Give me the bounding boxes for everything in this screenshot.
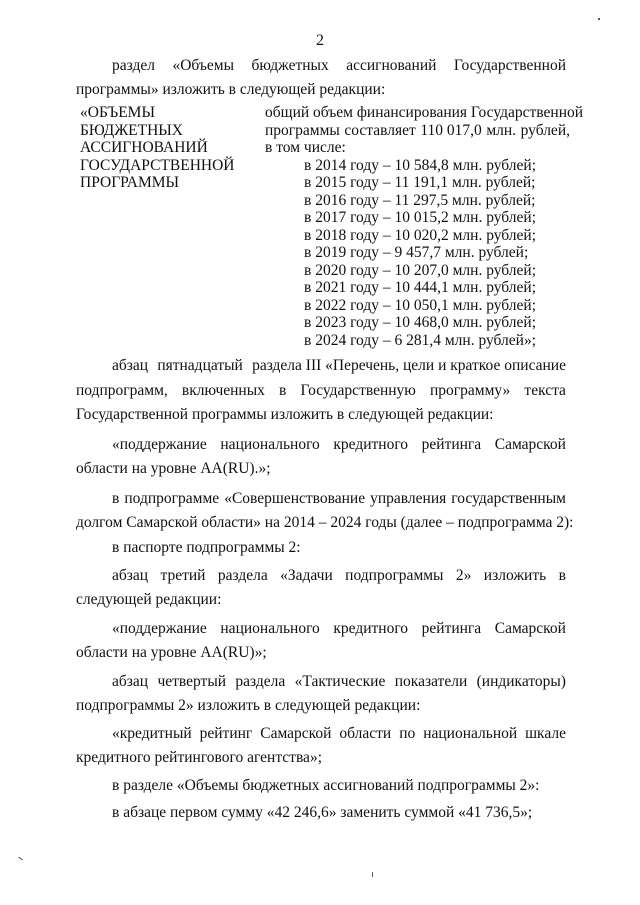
paragraph-8-line-1: «кредитный рейтинг Самарской области по национальной шкале [112, 725, 566, 742]
year-item: в 2019 году – 9 457,7 млн. рублей; [304, 244, 529, 261]
year-item: в 2023 году – 10 468,0 млн. рублей; [304, 314, 537, 331]
year-item: в 2018 году – 10 020,2 млн. рублей; [304, 226, 537, 244]
paragraph-4: в паспорте подпрограммы 2: [112, 539, 301, 556]
paragraph-7-line-2: подпрограммы 2» изложить в следующей редакции: [76, 697, 421, 714]
year-item: в 2024 году – 6 281,4 млн. рублей»; [304, 331, 537, 349]
paragraph-3-line-2: долгом Самарской области» на 2014 – 2024 годы (далее – подпрограмма 2): [76, 514, 574, 531]
year-item: в 2017 году – 10 015,2 млн. рублей; [304, 209, 537, 226]
paragraph-5-line-1: абзац третий раздела «Задачи подпрограммы 2» изложить в [112, 567, 566, 584]
year-item: в 2015 году – 11 191,1 млн. рублей; [304, 174, 536, 191]
page-number: 2 [316, 32, 324, 49]
paragraph-7-line-1: абзац четвертый раздела «Тактические показатели (индикаторы) [112, 673, 566, 690]
financing-line-1: общий объем финансирования Государственной [265, 104, 584, 121]
year-item: в 2021 году – 10 444,1 млн. рублей; [304, 279, 537, 296]
paragraph-1-line-3: Государственной программы изложить в следующей редакции: [76, 406, 494, 423]
paragraph-3-line-1: в подпрограмме «Совершенствование управления государственным [112, 490, 566, 507]
intro-line-2: программы» изложить в следующей редакции: [76, 81, 386, 98]
yearly-financing-list [304, 157, 570, 350]
table-value-cell [265, 104, 584, 349]
paragraph-9: в разделе «Объемы бюджетных ассигнований подпрограммы 2»: [112, 777, 540, 794]
paragraph-6-line-1: «поддержание национального кредитного рейтинга Самарской [112, 620, 566, 637]
paragraph-1-line-1: абзац пятнадцатый раздела III «Перечень, цели и краткое описание [112, 357, 566, 374]
paragraph-5-line-2: следующей редакции: [76, 591, 222, 608]
scan-speck [18, 857, 23, 861]
year-item: в 2014 году – 10 584,8 млн. рублей; [304, 156, 537, 174]
paragraph-2-line-1: «поддержание национального кредитного рейтинга Самарской [112, 436, 566, 453]
table-label-cell: «ОБЪЕМЫ БЮДЖЕТНЫХ АССИГНОВАНИЙ ГОСУДАРСТВЕННОЙ ПРОГРАММЫ [80, 104, 235, 191]
financing-line-3: в том числе: [265, 139, 346, 156]
financing-line-2: программы составляет 110 017,0 млн. рублей, [265, 121, 570, 139]
year-item: в 2020 году – 10 207,0 млн. рублей; [304, 261, 537, 279]
paragraph-8-line-2: кредитного рейтингового агентства»; [76, 749, 322, 766]
year-item: в 2022 году – 10 050,1 млн. рублей; [304, 296, 537, 314]
paragraph-10: в абзаце первом сумму «42 246,6» заменить суммой «41 736,5»; [112, 804, 533, 821]
paragraph-2-line-2: области на уровне AA(RU).»; [76, 460, 271, 477]
scan-speck [598, 18, 600, 20]
paragraph-1-line-2: подпрограмм, включенных в Государственную программу» текста [76, 382, 566, 399]
intro-line-1: раздел «Объемы бюджетных ассигнований Государственной [112, 57, 566, 74]
scan-speck [372, 872, 373, 877]
year-item: в 2016 году – 11 297,5 млн. рублей; [304, 191, 536, 209]
paragraph-6-line-2: области на уровне AA(RU)»; [76, 644, 267, 661]
